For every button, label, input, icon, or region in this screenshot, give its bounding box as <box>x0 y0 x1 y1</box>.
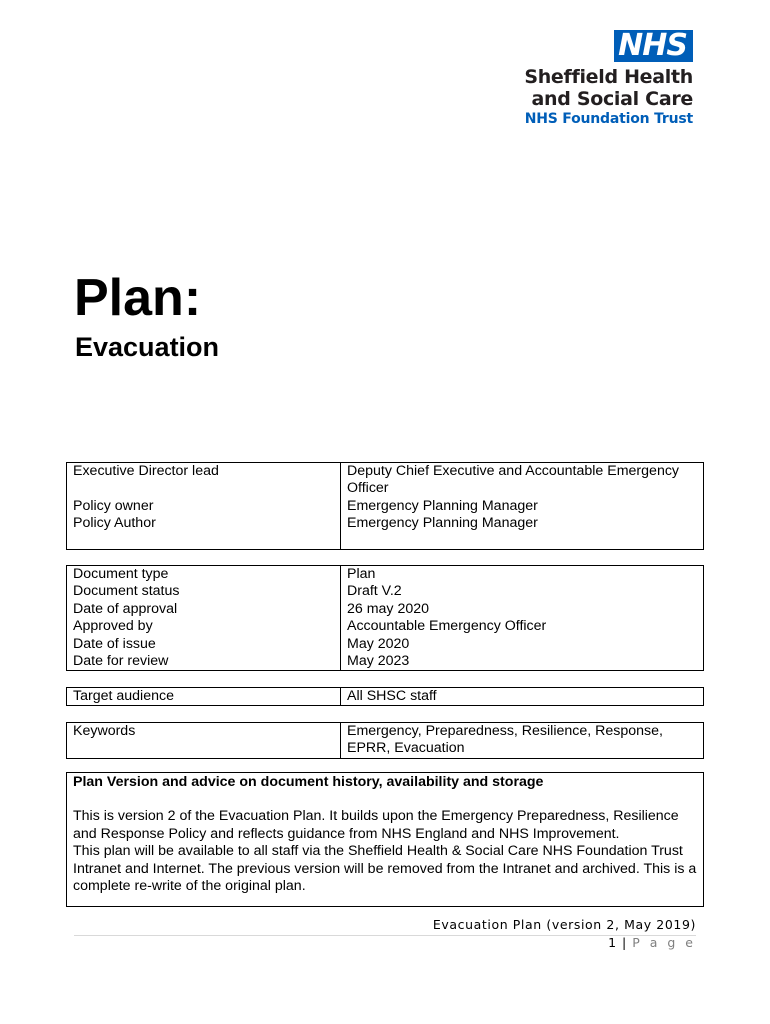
table-value: Accountable Emergency Officer <box>341 618 704 635</box>
table-row <box>67 601 704 618</box>
table-value: All SHSC staff <box>341 688 704 706</box>
footer-document-label: Evacuation Plan (version 2, May 2019) <box>432 917 696 932</box>
table-value: Draft V.2 <box>341 583 704 600</box>
history-heading: Plan Version and advice on document history, availability and storage <box>73 774 544 790</box>
table-label: Approved by <box>67 618 341 635</box>
page-number <box>608 935 696 950</box>
table-label: Policy Author <box>67 515 341 550</box>
org-name-line1: Sheffield Health <box>524 66 693 88</box>
table-value: Emergency Planning Manager <box>341 515 704 550</box>
nhs-trust-logo <box>473 30 693 128</box>
table-label: Executive Director lead <box>67 463 341 498</box>
table-value: Emergency, Preparedness, Resilience, Response, EPRR, Evacuation <box>341 723 704 759</box>
nhs-logo-badge: NHS <box>614 30 693 62</box>
table-row <box>67 653 704 671</box>
table-value: Deputy Chief Executive and Accountable Emergency Officer <box>341 463 704 498</box>
table-value: May 2023 <box>341 653 704 671</box>
page-number-value: 1 <box>608 935 618 950</box>
table-row <box>67 463 704 498</box>
document-title: Plan: <box>74 269 202 327</box>
footer-divider <box>74 935 696 936</box>
history-paragraph: This is version 2 of the Evacuation Plan. It builds upon the Emergency Preparedness, Resilience and Response Policy and reflects guidance from NHS England and NHS Improvement. <box>73 808 679 842</box>
table-row <box>67 636 704 653</box>
document-subtitle: Evacuation <box>75 332 220 362</box>
document-details-table <box>66 565 704 671</box>
table-row <box>67 498 704 515</box>
table-label: Date of approval <box>67 601 341 618</box>
table-label: Date for review <box>67 653 341 671</box>
table-row <box>67 618 704 635</box>
table-label: Date of issue <box>67 636 341 653</box>
table-row <box>67 566 704 584</box>
page-number-separator: | <box>622 935 628 950</box>
version-history-box <box>66 772 704 907</box>
ownership-table <box>66 462 704 550</box>
table-row <box>67 583 704 600</box>
audience-table <box>66 687 704 706</box>
org-name-line2: and Social Care <box>531 88 693 110</box>
table-row <box>67 515 704 550</box>
table-value: May 2020 <box>341 636 704 653</box>
page-label: P a g e <box>632 935 696 950</box>
trust-name: NHS Foundation Trust <box>524 111 693 127</box>
table-row <box>67 688 704 706</box>
table-value: Emergency Planning Manager <box>341 498 704 515</box>
table-value: Plan <box>341 566 704 584</box>
table-value: 26 may 2020 <box>341 601 704 618</box>
table-label: Document status <box>67 583 341 600</box>
history-paragraph: This plan will be available to all staff via the Sheffield Health & Social Care NHS Foundation Trust Intranet and Internet. The previous version will be removed from the Intranet and archived. This is a complete re-write of the original plan. <box>73 843 697 895</box>
table-label: Document type <box>67 566 341 584</box>
table-label: Keywords <box>67 723 341 759</box>
keywords-table <box>66 722 704 759</box>
table-row <box>67 723 704 759</box>
table-label: Policy owner <box>67 498 341 515</box>
table-label: Target audience <box>67 688 341 706</box>
